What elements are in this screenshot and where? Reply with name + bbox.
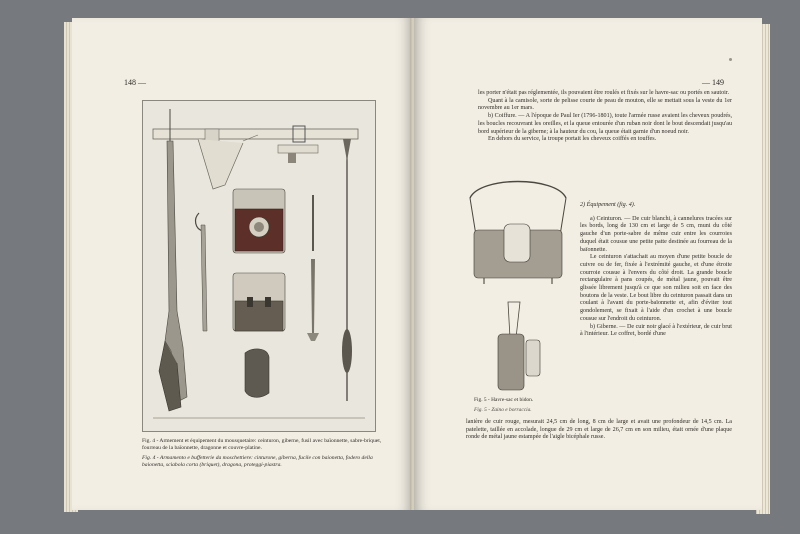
paragraph: En dehors du service, la troupe portait les cheveux coiffés en touffes.: [488, 136, 657, 143]
section-heading: 2) Équipement (fig. 4).: [580, 202, 636, 208]
left-page: [72, 18, 412, 510]
figure-5-caption-italian: Fig. 5 - Zaino e borraccia.: [474, 407, 532, 413]
figure-5-illustration: [460, 178, 576, 428]
top-text: [478, 90, 732, 144]
open-book: [64, 10, 770, 520]
equipment-plate-illustration: [142, 100, 376, 432]
paragraph: lanière de cuir rouge, mesurait 24,5 cm de long, 8 cm de large et avait une profondeur de 14,5 cm. La patelette, taillée en accolade, longue de 29 cm et large de 26,7 cm en son milieu, était ornée d'une plaque ronde de métal jaune estampée de l'aigle bicéphale russe.: [466, 419, 732, 441]
figure-4-caption-italian: Fig. 4 - Armamento e buffetterie da moschettiere: cinturone, giberna, fucile con baionetta, fodero della baionetta, sciabola corta (briquet), dragona, proteggi-piastra.: [142, 455, 373, 469]
knapsack-and-canteen-drawing: [460, 178, 576, 428]
paragraph-coiffure: b) Coiffure. — A l'époque de Paul Ier (1796-1801), toute l'armée russe avaient les cheveux poudrés, les boucles recouvrant les oreilles, et la queue entourée d'un ruban noir dont le bout descendait jusqu'au bord supérieur de la giberne; à la hauteur du cou, la queue était garnie d'un noeud noir.: [478, 113, 732, 135]
paragraph-ceinturon: a) Ceinturon. — De cuir blanchi, à cannelures tracées sur les bords, long de 130 cm et large de 5 cm, muni du côté gauche d'un porte-sabre de même cuir entre les courroies duquel était cousue une petite patte destinée au fourreau de la baïonnette.: [580, 215, 732, 253]
figure-5-caption-french: Fig. 5 - Havre-sac et bidon.: [474, 397, 534, 403]
bottom-text: [466, 419, 732, 442]
paragraph: les porter n'était pas réglementée, ils pouvaient être roulés et fixés sur le havre-sac ou portés en sautoir.: [478, 90, 730, 96]
paragraph: Quant à la camisole, sorte de pelisse courte de peau de mouton, elle se mettait sous la veste du 1er novembre au 1er mars.: [478, 97, 732, 112]
page-number-left: 148 —: [124, 78, 146, 87]
page-number-right: — 149: [702, 78, 724, 87]
equipment-column: [580, 202, 732, 339]
page-speck: [729, 58, 732, 61]
paragraph-giberne: b) Giberne. — De cuir noir glacé à l'extérieur, de cuir brut à l'intérieur. Le coffret, bordé d'une: [580, 323, 732, 338]
musketeer-equipment-drawing: [143, 101, 375, 431]
paragraph: Le ceinturon s'attachait au moyen d'une petite boucle de cuivre ou de fer, fixée à l'extrémité gauche, et d'une étroite courroie cousue à l'envers du côté droit. La grande boucle rectangulaire à pans coupés, de métal jaune, pouvait être glissée librement jusqu'à ce que son milieu soit en face des boutons de la veste. Le bout libre du ceinturon passait dans un coulant à l'avant du porte-baïonnette et, afin d'éviter tout gondolement, se fixait à l'aide d'un crochet à une boucle cousue sur l'endroit du ceinturon.: [580, 254, 732, 322]
figure-4-caption-french: Fig. 4 - Armement et équipement du mousquetaire: ceinturon, giberne, fusil avec baïonnette, sabre-briquet, fourreau de la baïonnette, dragonne et couvre-platine.: [142, 438, 382, 452]
right-page: [414, 18, 762, 510]
